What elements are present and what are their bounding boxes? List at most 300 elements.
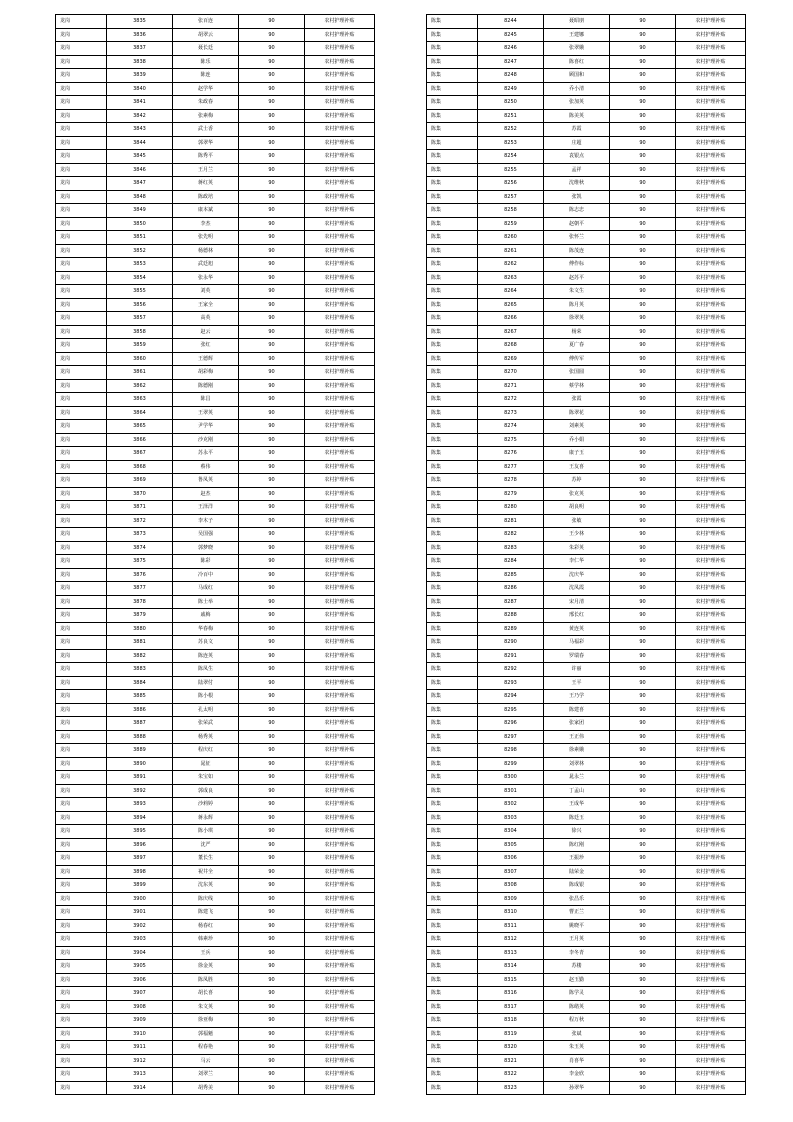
name-cell: 赵杰 (173, 487, 239, 501)
town-cell: 龙岗 (56, 703, 107, 717)
table-row (427, 825, 746, 839)
table-row (427, 541, 746, 555)
town-cell: 陈集 (427, 487, 478, 501)
town-cell: 陈集 (427, 1000, 478, 1014)
amount-cell: 90 (239, 919, 305, 933)
town-cell: 陈集 (427, 271, 478, 285)
name-cell: 苏婷 (544, 474, 610, 488)
town-cell: 龙岗 (56, 42, 107, 56)
name-cell: 沈凤霞 (544, 582, 610, 596)
name-cell: 陈建喜 (544, 703, 610, 717)
table-row (56, 663, 375, 677)
town-cell: 陈集 (427, 987, 478, 1001)
serial-number-cell: 8257 (478, 190, 544, 204)
subsidy-type-cell: 农村护理补贴 (305, 82, 375, 96)
table-row (427, 82, 746, 96)
name-cell: 王德辉 (173, 352, 239, 366)
name-cell: 胡彩梅 (173, 366, 239, 380)
table-row (56, 163, 375, 177)
name-cell: 徐素娥 (544, 744, 610, 758)
name-cell: 胡长喜 (173, 987, 239, 1001)
table-row (56, 703, 375, 717)
amount-cell: 90 (610, 919, 676, 933)
town-cell: 龙岗 (56, 271, 107, 285)
serial-number-cell: 3909 (107, 1014, 173, 1028)
amount-cell: 90 (610, 1054, 676, 1068)
name-cell: 蒋红英 (173, 177, 239, 191)
name-cell: 郭翠华 (173, 136, 239, 150)
name-cell: 李金欣 (544, 1068, 610, 1082)
subsidy-type-cell: 农村护理补贴 (305, 271, 375, 285)
subsidy-type-cell: 农村护理补贴 (676, 15, 746, 29)
amount-cell: 90 (239, 730, 305, 744)
town-cell: 龙岗 (56, 1081, 107, 1095)
amount-cell: 90 (239, 1014, 305, 1028)
table-row (56, 1054, 375, 1068)
serial-number-cell: 8298 (478, 744, 544, 758)
name-cell: 陈喜红 (544, 55, 610, 69)
town-cell: 陈集 (427, 879, 478, 893)
table-row (56, 366, 375, 380)
amount-cell: 90 (239, 906, 305, 920)
name-cell: 陈成银 (544, 879, 610, 893)
table-row (56, 190, 375, 204)
name-cell: 乔小清 (544, 82, 610, 96)
name-cell: 张翠娥 (544, 42, 610, 56)
subsidy-type-cell: 农村护理补贴 (676, 271, 746, 285)
subsidy-type-cell: 农村护理补贴 (676, 1068, 746, 1082)
amount-cell: 90 (239, 366, 305, 380)
serial-number-cell: 8311 (478, 919, 544, 933)
amount-cell: 90 (239, 933, 305, 947)
town-cell: 龙岗 (56, 690, 107, 704)
subsidy-type-cell: 农村护理补贴 (676, 879, 746, 893)
amount-cell: 90 (239, 946, 305, 960)
serial-number-cell: 3879 (107, 609, 173, 623)
subsidy-type-cell: 农村护理补贴 (676, 420, 746, 434)
town-cell: 陈集 (427, 244, 478, 258)
amount-cell: 90 (610, 150, 676, 164)
town-cell: 龙岗 (56, 163, 107, 177)
name-cell: 杨德林 (173, 244, 239, 258)
town-cell: 陈集 (427, 865, 478, 879)
town-cell: 陈集 (427, 82, 478, 96)
table-row (427, 285, 746, 299)
name-cell: 王月英 (544, 933, 610, 947)
amount-cell: 90 (239, 406, 305, 420)
amount-cell: 90 (239, 123, 305, 137)
table-row (427, 1000, 746, 1014)
subsidy-type-cell: 农村护理补贴 (676, 433, 746, 447)
amount-cell: 90 (239, 1081, 305, 1095)
subsidy-type-cell: 农村护理补贴 (676, 163, 746, 177)
amount-cell: 90 (239, 339, 305, 353)
town-cell: 陈集 (427, 433, 478, 447)
serial-number-cell: 8261 (478, 244, 544, 258)
name-cell: 吴国强 (173, 528, 239, 542)
subsidy-type-cell: 农村护理补贴 (305, 177, 375, 191)
amount-cell: 90 (239, 298, 305, 312)
amount-cell: 90 (610, 879, 676, 893)
name-cell: 沈庆华 (544, 568, 610, 582)
serial-number-cell: 3875 (107, 555, 173, 569)
subsidy-type-cell: 农村护理补贴 (305, 663, 375, 677)
subsidy-type-cell: 农村护理补贴 (676, 622, 746, 636)
amount-cell: 90 (610, 487, 676, 501)
town-cell: 龙岗 (56, 960, 107, 974)
serial-number-cell: 3862 (107, 379, 173, 393)
name-cell: 王泽洋 (173, 501, 239, 515)
amount-cell: 90 (239, 744, 305, 758)
town-cell: 陈集 (427, 190, 478, 204)
amount-cell: 90 (239, 96, 305, 110)
amount-cell: 90 (610, 339, 676, 353)
town-cell: 陈集 (427, 946, 478, 960)
subsidy-type-cell: 农村护理补贴 (305, 325, 375, 339)
name-cell: 张霞 (544, 393, 610, 407)
name-cell: 王正伟 (544, 730, 610, 744)
town-cell: 陈集 (427, 460, 478, 474)
subsidy-type-cell: 农村护理补贴 (676, 69, 746, 83)
subsidy-type-cell: 农村护理补贴 (305, 906, 375, 920)
name-cell: 陈乐 (173, 55, 239, 69)
name-cell: 郭福魁 (173, 1027, 239, 1041)
subsidy-type-cell: 农村护理补贴 (676, 460, 746, 474)
town-cell: 陈集 (427, 109, 478, 123)
serial-number-cell: 3876 (107, 568, 173, 582)
table-row (56, 852, 375, 866)
table-row (427, 406, 746, 420)
name-cell: 张素梅 (173, 109, 239, 123)
amount-cell: 90 (239, 1068, 305, 1082)
subsidy-type-cell: 农村护理补贴 (305, 136, 375, 150)
serial-number-cell: 8260 (478, 231, 544, 245)
name-cell: 陈美英 (544, 109, 610, 123)
name-cell: 朱文生 (544, 285, 610, 299)
name-cell: 顾国和 (544, 69, 610, 83)
subsidy-type-cell: 农村护理补贴 (305, 676, 375, 690)
name-cell: 赵云 (173, 325, 239, 339)
subsidy-type-cell: 农村护理补贴 (676, 150, 746, 164)
subsidy-type-cell: 农村护理补贴 (676, 177, 746, 191)
town-cell: 龙岗 (56, 1014, 107, 1028)
serial-number-cell: 8291 (478, 649, 544, 663)
name-cell: 庄超 (544, 136, 610, 150)
serial-number-cell: 8246 (478, 42, 544, 56)
table-row (56, 42, 375, 56)
serial-number-cell: 3896 (107, 838, 173, 852)
table-row (427, 892, 746, 906)
subsidy-type-cell: 农村护理补贴 (676, 960, 746, 974)
name-cell: 徐亚梅 (173, 1014, 239, 1028)
amount-cell: 90 (610, 244, 676, 258)
amount-cell: 90 (239, 541, 305, 555)
subsidy-type-cell: 农村护理补贴 (676, 703, 746, 717)
table-row (427, 703, 746, 717)
name-cell: 陈学灵 (544, 987, 610, 1001)
town-cell: 龙岗 (56, 906, 107, 920)
amount-cell: 90 (239, 798, 305, 812)
serial-number-cell: 3835 (107, 15, 173, 29)
amount-cell: 90 (239, 865, 305, 879)
serial-number-cell: 3852 (107, 244, 173, 258)
name-cell: 戚梅 (173, 609, 239, 623)
amount-cell: 90 (239, 811, 305, 825)
table-row (427, 906, 746, 920)
subsidy-type-cell: 农村护理补贴 (676, 811, 746, 825)
table-row (427, 258, 746, 272)
amount-cell: 90 (610, 555, 676, 569)
subsidy-type-cell: 农村护理补贴 (676, 136, 746, 150)
town-cell: 陈集 (427, 771, 478, 785)
amount-cell: 90 (239, 717, 305, 731)
subsidy-type-cell: 农村护理补贴 (305, 433, 375, 447)
town-cell: 陈集 (427, 325, 478, 339)
serial-number-cell: 8284 (478, 555, 544, 569)
serial-number-cell: 3841 (107, 96, 173, 110)
town-cell: 龙岗 (56, 28, 107, 42)
serial-number-cell: 8266 (478, 312, 544, 326)
table-row (56, 82, 375, 96)
serial-number-cell: 8248 (478, 69, 544, 83)
name-cell: 李木子 (173, 514, 239, 528)
table-row (56, 204, 375, 218)
table-row (56, 865, 375, 879)
subsidy-type-cell: 农村护理补贴 (676, 865, 746, 879)
name-cell: 苏霞 (544, 123, 610, 137)
subsidy-type-cell: 农村护理补贴 (305, 528, 375, 542)
name-cell: 张凯 (544, 190, 610, 204)
table-row (427, 501, 746, 515)
serial-number-cell: 8300 (478, 771, 544, 785)
amount-cell: 90 (610, 838, 676, 852)
table-row (427, 663, 746, 677)
serial-number-cell: 3856 (107, 298, 173, 312)
table-row (427, 447, 746, 461)
serial-number-cell: 3866 (107, 433, 173, 447)
town-cell: 龙岗 (56, 1068, 107, 1082)
name-cell: 晁永兰 (544, 771, 610, 785)
amount-cell: 90 (610, 933, 676, 947)
table-row (56, 231, 375, 245)
amount-cell: 90 (239, 487, 305, 501)
subsidy-type-cell: 农村护理补贴 (305, 487, 375, 501)
name-cell: 高英 (173, 312, 239, 326)
serial-number-cell: 3847 (107, 177, 173, 191)
name-cell: 朱玉英 (544, 1041, 610, 1055)
amount-cell: 90 (239, 231, 305, 245)
serial-number-cell: 8297 (478, 730, 544, 744)
town-cell: 龙岗 (56, 1027, 107, 1041)
amount-cell: 90 (239, 514, 305, 528)
amount-cell: 90 (610, 420, 676, 434)
table-row (56, 555, 375, 569)
serial-number-cell: 3874 (107, 541, 173, 555)
serial-number-cell: 3871 (107, 501, 173, 515)
town-cell: 陈集 (427, 784, 478, 798)
serial-number-cell: 8252 (478, 123, 544, 137)
name-cell: 王少林 (544, 528, 610, 542)
serial-number-cell: 3905 (107, 960, 173, 974)
subsidy-type-cell: 农村护理补贴 (305, 163, 375, 177)
subsidy-type-cell: 农村护理补贴 (676, 676, 746, 690)
subsidy-type-cell: 农村护理补贴 (676, 784, 746, 798)
table-row (427, 352, 746, 366)
subsidy-type-cell: 农村护理补贴 (676, 1014, 746, 1028)
town-cell: 龙岗 (56, 231, 107, 245)
amount-cell: 90 (610, 1081, 676, 1095)
serial-number-cell: 8287 (478, 595, 544, 609)
serial-number-cell: 3881 (107, 636, 173, 650)
subsidy-type-cell: 农村护理补贴 (305, 609, 375, 623)
serial-number-cell: 8281 (478, 514, 544, 528)
subsidy-type-cell: 农村护理补贴 (676, 798, 746, 812)
name-cell: 陈秀平 (173, 150, 239, 164)
town-cell: 龙岗 (56, 136, 107, 150)
serial-number-cell: 8280 (478, 501, 544, 515)
serial-number-cell: 8323 (478, 1081, 544, 1095)
amount-cell: 90 (239, 379, 305, 393)
name-cell: 郭梦晓 (173, 541, 239, 555)
name-cell: 赵朝平 (544, 217, 610, 231)
subsidy-type-cell: 农村护理补贴 (305, 825, 375, 839)
subsidy-type-cell: 农村护理补贴 (305, 757, 375, 771)
subsidy-type-cell: 农村护理补贴 (676, 555, 746, 569)
amount-cell: 90 (239, 312, 305, 326)
town-cell: 龙岗 (56, 933, 107, 947)
serial-number-cell: 8312 (478, 933, 544, 947)
amount-cell: 90 (610, 501, 676, 515)
amount-cell: 90 (610, 69, 676, 83)
town-cell: 陈集 (427, 217, 478, 231)
town-cell: 陈集 (427, 1081, 478, 1095)
serial-number-cell: 8320 (478, 1041, 544, 1055)
table-row (56, 55, 375, 69)
town-cell: 龙岗 (56, 177, 107, 191)
town-cell: 龙岗 (56, 717, 107, 731)
table-row (427, 811, 746, 825)
town-cell: 龙岗 (56, 838, 107, 852)
table-row (56, 460, 375, 474)
subsidy-type-cell: 农村护理补贴 (305, 960, 375, 974)
town-cell: 陈集 (427, 514, 478, 528)
town-cell: 龙岗 (56, 352, 107, 366)
serial-number-cell: 3844 (107, 136, 173, 150)
subsidy-type-cell: 农村护理补贴 (676, 1027, 746, 1041)
town-cell: 龙岗 (56, 366, 107, 380)
subsidy-type-cell: 农村护理补贴 (305, 1014, 375, 1028)
subsidy-type-cell: 农村护理补贴 (305, 852, 375, 866)
name-cell: 沙克刚 (173, 433, 239, 447)
serial-number-cell: 3885 (107, 690, 173, 704)
serial-number-cell: 3877 (107, 582, 173, 596)
amount-cell: 90 (239, 1000, 305, 1014)
amount-cell: 90 (239, 1054, 305, 1068)
amount-cell: 90 (239, 460, 305, 474)
table-row (56, 1068, 375, 1082)
table-row (56, 393, 375, 407)
table-row (427, 123, 746, 137)
subsidy-type-cell: 农村护理补贴 (676, 339, 746, 353)
town-cell: 陈集 (427, 663, 478, 677)
amount-cell: 90 (610, 82, 676, 96)
serial-number-cell: 3914 (107, 1081, 173, 1095)
subsidy-type-cell: 农村护理补贴 (305, 703, 375, 717)
town-cell: 陈集 (427, 352, 478, 366)
right-table-body (427, 15, 746, 1095)
name-cell: 罗瑞春 (544, 649, 610, 663)
serial-number-cell: 8271 (478, 379, 544, 393)
serial-number-cell: 3880 (107, 622, 173, 636)
name-cell: 苏永平 (173, 447, 239, 461)
serial-number-cell: 3894 (107, 811, 173, 825)
name-cell: 康本斌 (173, 204, 239, 218)
subsidy-type-cell: 农村护理补贴 (305, 919, 375, 933)
serial-number-cell: 3851 (107, 231, 173, 245)
serial-number-cell: 8288 (478, 609, 544, 623)
name-cell: 马成红 (173, 582, 239, 596)
serial-number-cell: 8307 (478, 865, 544, 879)
name-cell: 刘英 (173, 285, 239, 299)
table-row (427, 582, 746, 596)
town-cell: 龙岗 (56, 892, 107, 906)
table-row (56, 406, 375, 420)
town-cell: 陈集 (427, 42, 478, 56)
amount-cell: 90 (610, 271, 676, 285)
table-row (56, 1014, 375, 1028)
amount-cell: 90 (239, 69, 305, 83)
table-row (427, 555, 746, 569)
table-row (56, 271, 375, 285)
subsidy-type-cell: 农村护理补贴 (305, 204, 375, 218)
serial-number-cell: 3902 (107, 919, 173, 933)
serial-number-cell: 3901 (107, 906, 173, 920)
name-cell: 张怀兰 (544, 231, 610, 245)
table-row (56, 811, 375, 825)
name-cell: 孔太明 (173, 703, 239, 717)
subsidy-type-cell: 农村护理补贴 (305, 865, 375, 879)
subsidy-type-cell: 农村护理补贴 (305, 217, 375, 231)
amount-cell: 90 (239, 501, 305, 515)
serial-number-cell: 8293 (478, 676, 544, 690)
town-cell: 龙岗 (56, 447, 107, 461)
serial-number-cell: 3887 (107, 717, 173, 731)
table-row (56, 28, 375, 42)
serial-number-cell: 3868 (107, 460, 173, 474)
town-cell: 陈集 (427, 447, 478, 461)
table-row (56, 717, 375, 731)
town-cell: 陈集 (427, 555, 478, 569)
table-row (56, 568, 375, 582)
name-cell: 陈凤生 (173, 663, 239, 677)
serial-number-cell: 8283 (478, 541, 544, 555)
amount-cell: 90 (610, 1041, 676, 1055)
town-cell: 陈集 (427, 730, 478, 744)
subsidy-type-cell: 农村护理补贴 (305, 541, 375, 555)
subsidy-type-cell: 农村护理补贴 (305, 420, 375, 434)
table-row (56, 757, 375, 771)
subsidy-type-cell: 农村护理补贴 (305, 312, 375, 326)
amount-cell: 90 (610, 28, 676, 42)
subsidy-type-cell: 农村护理补贴 (676, 933, 746, 947)
name-cell: 朱彩英 (544, 541, 610, 555)
amount-cell: 90 (239, 271, 305, 285)
town-cell: 龙岗 (56, 609, 107, 623)
serial-number-cell: 8272 (478, 393, 544, 407)
town-cell: 龙岗 (56, 582, 107, 596)
amount-cell: 90 (239, 1041, 305, 1055)
town-cell: 龙岗 (56, 919, 107, 933)
